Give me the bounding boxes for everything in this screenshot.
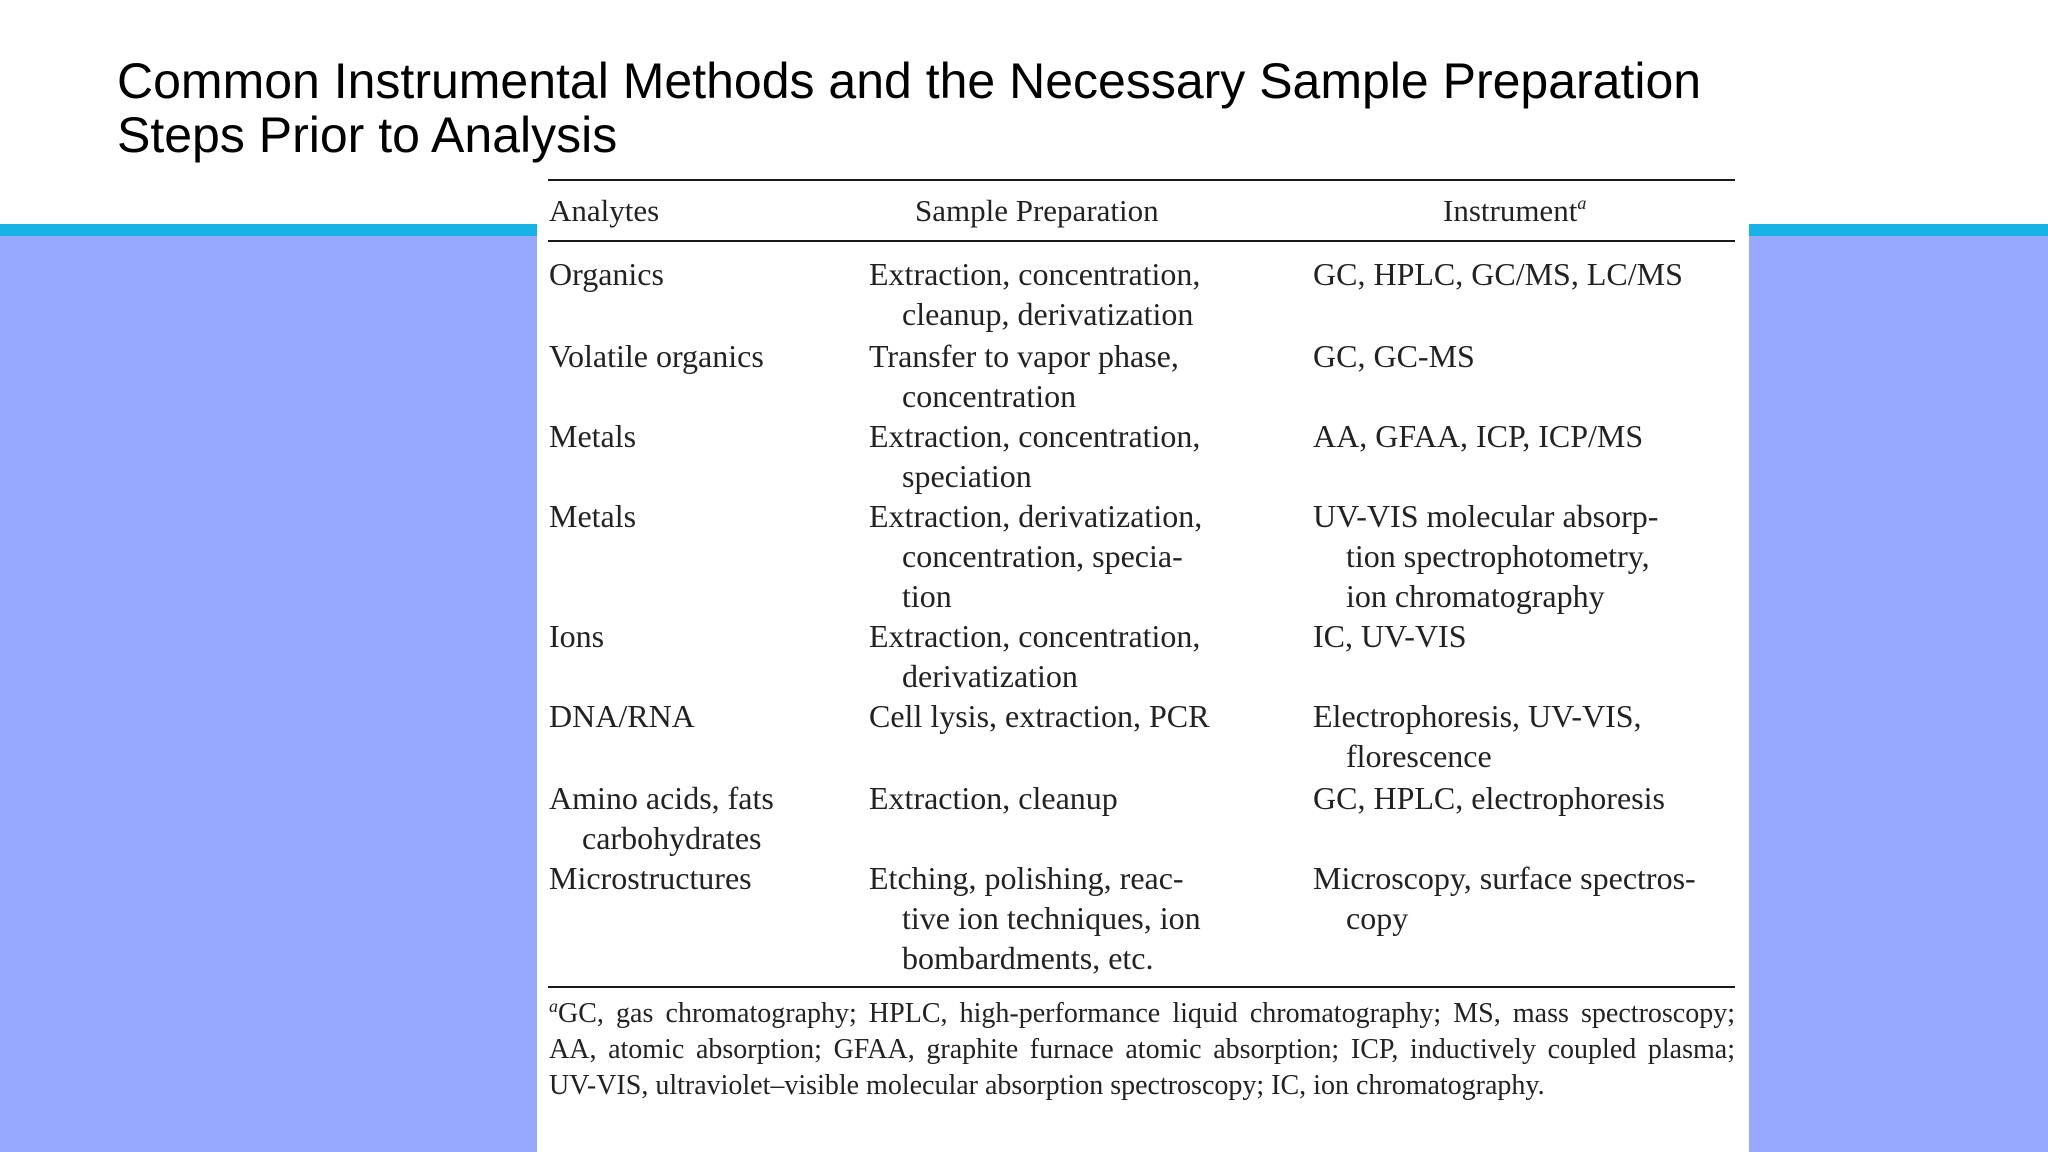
slide-title-line-2: Steps Prior to Analysis [117, 107, 618, 163]
cell-line: tion spectrophotometry, [1346, 538, 1650, 574]
cell-line: ion chromatography [1346, 578, 1605, 614]
cell-line: Extraction, concentration, [869, 418, 1201, 454]
cell-line: carbohydrates [582, 820, 762, 856]
slide-title-line-1: Common Instrumental Methods and the Necessary Sample Preparation [117, 53, 1702, 109]
cell-analytes [549, 696, 695, 736]
cell-line: GC, HPLC, electrophoresis [1313, 780, 1665, 816]
cell-instrument [1313, 616, 1467, 656]
cell-line: derivatization [902, 658, 1078, 694]
cell-analytes [549, 858, 752, 898]
bottom-rule [548, 986, 1735, 988]
cell-line: Ions [549, 618, 605, 654]
cell-line: Organics [549, 256, 664, 292]
cell-line: florescence [1346, 738, 1492, 774]
cell-line: Extraction, concentration, [869, 618, 1201, 654]
cell-line: tive ion techniques, ion [902, 900, 1201, 936]
cell-sample-prep [869, 416, 1200, 496]
cell-sample-prep [869, 336, 1179, 416]
cell-line: Extraction, cleanup [869, 780, 1118, 816]
cell-line: Volatile organics [549, 338, 764, 374]
footnote-mark: a [549, 996, 558, 1016]
cell-line: Extraction, concentration, [869, 256, 1201, 292]
cell-analytes [549, 496, 636, 536]
cell-line: concentration, specia- [902, 538, 1183, 574]
cell-line: speciation [902, 458, 1032, 494]
cell-line: Electrophoresis, UV-VIS, [1313, 698, 1642, 734]
cell-line: Microstructures [549, 860, 752, 896]
cell-line: tion [902, 578, 952, 614]
cell-instrument [1313, 496, 1658, 616]
cell-line: Etching, polishing, reac- [869, 860, 1184, 896]
cell-instrument [1313, 858, 1696, 938]
cell-analytes [549, 416, 636, 456]
cell-instrument [1313, 254, 1683, 294]
cell-sample-prep [869, 496, 1202, 616]
header-instrument [1443, 192, 1586, 230]
cell-line: cleanup, derivatization [902, 296, 1194, 332]
cell-line: Transfer to vapor phase, [869, 338, 1179, 374]
cell-sample-prep [869, 858, 1201, 978]
table-footnote [549, 996, 1735, 1104]
header-footnote-mark: a [1577, 193, 1587, 213]
top-rule [548, 179, 1735, 181]
cell-line: DNA/RNA [549, 698, 695, 734]
cell-line: Metals [549, 418, 637, 454]
cell-analytes [549, 778, 774, 858]
cell-sample-prep [869, 616, 1200, 696]
cell-instrument [1313, 778, 1665, 818]
cell-analytes [549, 616, 604, 656]
header-analytes: Analytes [549, 193, 660, 228]
cell-line: concentration [902, 378, 1077, 414]
table-panel [537, 170, 1749, 1152]
header-instrument-label: Instrument [1443, 193, 1578, 228]
cell-line: UV-VIS molecular absorp- [1313, 498, 1659, 534]
cell-analytes [549, 336, 764, 376]
cell-sample-prep [869, 778, 1118, 818]
cell-line: copy [1346, 900, 1409, 936]
slide-title [117, 54, 1917, 162]
cell-line: Cell lysis, extraction, PCR [869, 698, 1210, 734]
cell-line: Microscopy, surface spectros- [1313, 860, 1696, 896]
cell-line: Metals [549, 498, 637, 534]
cell-line: Amino acids, fats [549, 780, 774, 816]
cell-analytes [549, 254, 664, 294]
cell-instrument [1313, 416, 1643, 456]
cell-line: IC, UV-VIS [1313, 618, 1467, 654]
cell-instrument [1313, 336, 1475, 376]
cell-line: GC, GC-MS [1313, 338, 1475, 374]
cell-sample-prep [869, 696, 1209, 736]
cell-line: bombardments, etc. [902, 940, 1154, 976]
cell-line: AA, GFAA, ICP, ICP/MS [1313, 418, 1644, 454]
cell-line: Extraction, derivatization, [869, 498, 1203, 534]
cell-instrument [1313, 696, 1642, 776]
header-rule [548, 240, 1735, 242]
cell-line: GC, HPLC, GC/MS, LC/MS [1313, 256, 1683, 292]
footnote-text: GC, gas chromatography; HPLC, high-performance liquid chromatography; MS, mass spectroscopy; AA, atomic absorption; GFAA, graphite furnace atomic absorption; ICP, inductively coupled plasma; UV-VIS, ultraviolet–visible molecular absorption spectroscopy; IC, ion chromatography. [549, 998, 1735, 1101]
header-sample-preparation: Sample Preparation [915, 193, 1159, 228]
cell-sample-prep [869, 254, 1200, 334]
